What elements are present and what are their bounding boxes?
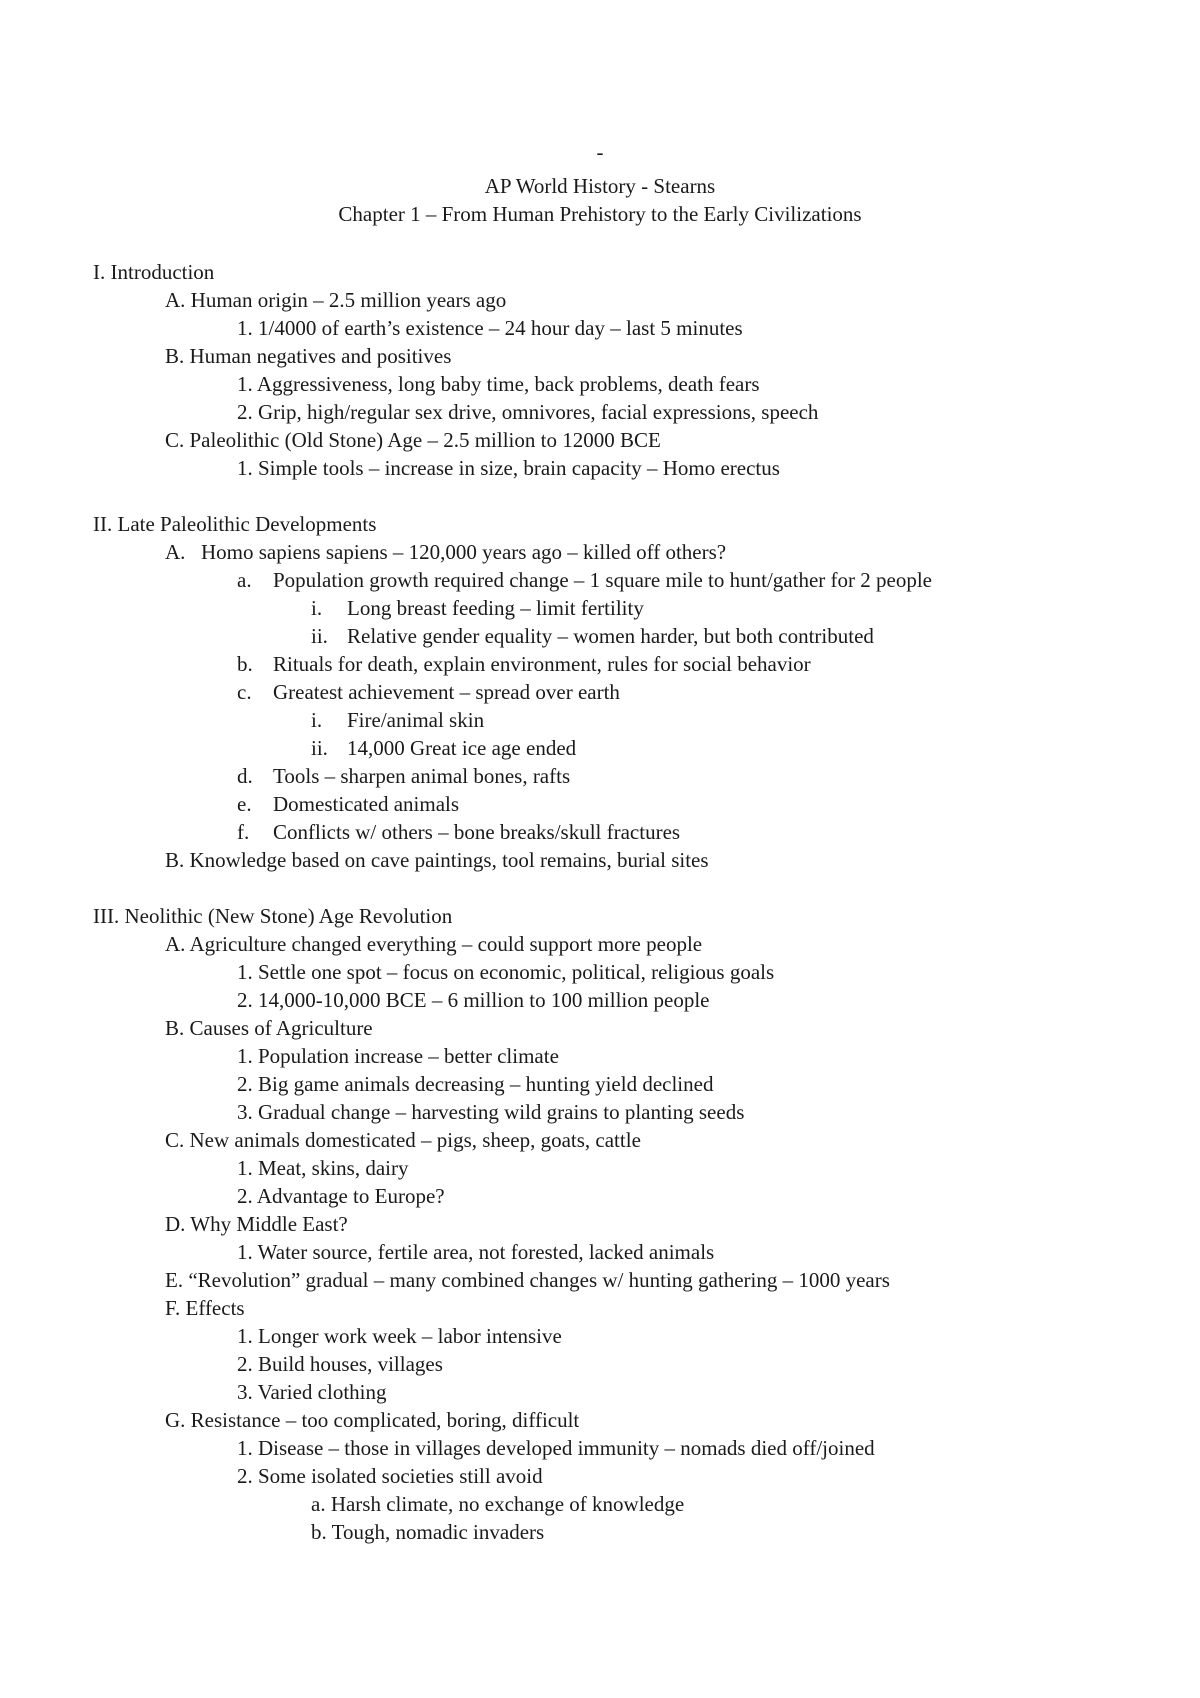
outline-item [311,734,576,762]
outline-item [237,566,932,594]
item-marker: i. [311,708,323,732]
outline-item: 1. Meat, skins, dairy [237,1156,409,1180]
chapter-title: Chapter 1 – From Human Prehistory to the Early Civilizations [338,202,862,226]
outline-item [237,762,570,790]
item-marker: A. [165,540,186,564]
outline-item: 2. Build houses, villages [237,1352,443,1376]
outline-item: D. Why Middle East? [165,1212,348,1236]
item-marker: ii. [311,736,328,760]
outline-item: 1. Settle one spot – focus on economic, political, religious goals [237,960,775,984]
outline-item: 2. Advantage to Europe? [237,1184,445,1208]
item-text: 14,000 Great ice age ended [347,736,577,760]
outline-item [311,594,644,622]
outline-item: A. Human origin – 2.5 million years ago [165,288,507,312]
outline-item: 3. Gradual change – harvesting wild grains to planting seeds [237,1100,745,1124]
outline-item: C. Paleolithic (Old Stone) Age – 2.5 million to 12000 BCE [165,428,661,452]
item-marker: a. [237,568,252,592]
item-text: Relative gender equality – women harder, but both contributed [347,624,874,648]
item-text: Long breast feeding – limit fertility [347,596,644,620]
section-heading: III. Neolithic (New Stone) Age Revolution [93,904,453,928]
outline-item: 2. 14,000-10,000 BCE – 6 million to 100 million people [237,988,710,1012]
outline-item [165,538,726,566]
outline-item: B. Human negatives and positives [165,344,452,368]
outline-item: G. Resistance – too complicated, boring, difficult [165,1408,580,1432]
item-marker: f. [237,820,250,844]
outline-item: a. Harsh climate, no exchange of knowledge [311,1492,685,1516]
outline-item [237,818,680,846]
outline-item: 3. Varied clothing [237,1380,387,1404]
section-heading: II. Late Paleolithic Developments [93,512,377,536]
item-text: Fire/animal skin [347,708,485,732]
outline-item: 1. Simple tools – increase in size, brain capacity – Homo erectus [237,456,780,480]
outline-item [311,706,484,734]
outline-item: 1. Longer work week – labor intensive [237,1324,562,1348]
item-text: Rituals for death, explain environment, rules for social behavior [273,652,811,676]
outline-item [237,650,811,678]
outline-item: 1. Disease – those in villages developed immunity – nomads died off/joined [237,1436,875,1460]
outline-item: 1. Water source, fertile area, not forested, lacked animals [237,1240,715,1264]
item-marker: e. [237,792,252,816]
outline-item [237,790,459,818]
item-marker: b. [237,652,253,676]
outline-item: C. New animals domesticated – pigs, sheep, goats, cattle [165,1128,641,1152]
item-text: Conflicts w/ others – bone breaks/skull fractures [273,820,681,844]
item-marker: c. [237,680,252,704]
item-marker: ii. [311,624,328,648]
outline-item: E. “Revolution” gradual – many combined changes w/ hunting gathering – 1000 years [165,1268,890,1292]
outline-item: 1. Aggressiveness, long baby time, back problems, death fears [237,372,760,396]
outline-item: 1. 1/4000 of earth’s existence – 24 hour day – last 5 minutes [237,316,743,340]
item-text: Population growth required change – 1 square mile to hunt/gather for 2 people [273,568,932,592]
item-text: Tools – sharpen animal bones, rafts [273,764,571,788]
item-text: Homo sapiens sapiens – 120,000 years ago – killed off others? [201,540,727,564]
outline-item: B. Causes of Agriculture [165,1016,373,1040]
outline-item: 2. Big game animals decreasing – hunting yield declined [237,1072,714,1096]
outline-item: 1. Population increase – better climate [237,1044,559,1068]
item-marker: d. [237,764,253,788]
header-dash: - [596,140,604,164]
outline-item [311,622,874,650]
outline-item [237,678,620,706]
course-title: AP World History - Stearns [484,174,716,198]
outline-item: 2. Some isolated societies still avoid [237,1464,543,1488]
item-marker: i. [311,596,323,620]
outline-item: B. Knowledge based on cave paintings, tool remains, burial sites [165,848,709,872]
outline-item: 2. Grip, high/regular sex drive, omnivores, facial expressions, speech [237,400,819,424]
outline-item: F. Effects [165,1296,245,1320]
section-heading: I. Introduction [93,260,215,284]
item-text: Greatest achievement – spread over earth [273,680,620,704]
outline-item: A. Agriculture changed everything – could support more people [165,932,703,956]
item-text: Domesticated animals [273,792,460,816]
outline-item: b. Tough, nomadic invaders [311,1520,545,1544]
